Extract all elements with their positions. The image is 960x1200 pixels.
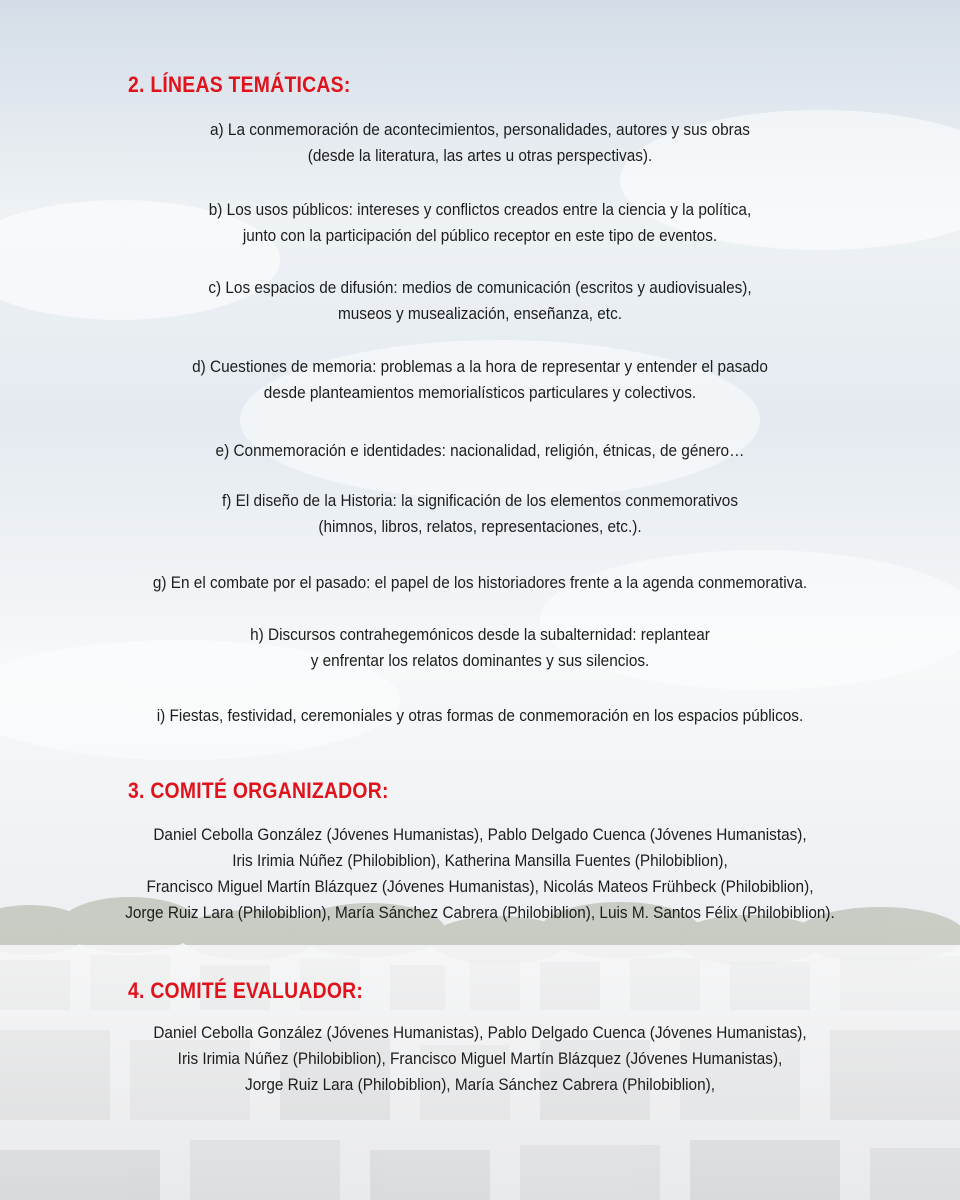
organizador-line: Iris Irimia Núñez (Philobiblion), Katherina Mansilla Fuentes (Philobiblion), [232,852,728,870]
lineas-item-e [71,438,889,464]
organizador-line: Francisco Miguel Martín Blázquez (Jóvenes Humanistas), Nicolás Mateos Frühbeck (Philobiblion), [146,878,814,896]
lineas-item-f [71,488,889,540]
lineas-item-line: a) La conmemoración de acontecimientos, personalidades, autores y sus obras [210,121,750,139]
evaluador-line: Jorge Ruiz Lara (Philobiblion), María Sánchez Cabrera (Philobiblion), [245,1076,715,1094]
organizador-line: Daniel Cebolla González (Jóvenes Humanistas), Pablo Delgado Cuenca (Jóvenes Humanistas), [153,826,807,844]
evaluador-line: Iris Irimia Núñez (Philobiblion), Francisco Miguel Martín Blázquez (Jóvenes Humanistas), [177,1050,783,1068]
lineas-item-b [71,197,889,249]
lineas-item-line: e) Conmemoración e identidades: nacionalidad, religión, étnicas, de género… [215,442,745,460]
organizador-line: Jorge Ruiz Lara (Philobiblion), María Sánchez Cabrera (Philobiblion), Luis M. Santos Félix (Philobiblion). [125,904,835,922]
lineas-item-line: (himnos, libros, relatos, representaciones, etc.). [318,518,642,536]
lineas-item-d [71,354,889,406]
lineas-item-i [71,703,889,729]
section-title-evaluador: 4. COMITÉ EVALUADOR: [128,978,364,1003]
lineas-item-a [71,117,889,169]
lineas-item-line: h) Discursos contrahegemónicos desde la subalternidad: replantear [250,626,710,644]
organizador-list [71,822,889,926]
lineas-item-line: g) En el combate por el pasado: el papel de los historiadores frente a la agenda conmemorativa. [152,574,808,592]
section-title-lineas: 2. LÍNEAS TEMÁTICAS: [128,72,351,97]
lineas-item-line: f) El diseño de la Historia: la significación de los elementos conmemorativos [221,492,739,510]
lineas-item-line: b) Los usos públicos: intereses y conflictos creados entre la ciencia y la política, [208,201,752,219]
lineas-item-line: (desde la literatura, las artes u otras perspectivas). [307,147,653,165]
lineas-item-line: i) Fiestas, festividad, ceremoniales y otras formas de conmemoración en los espacios públicos. [156,707,804,725]
evaluador-line: Daniel Cebolla González (Jóvenes Humanistas), Pablo Delgado Cuenca (Jóvenes Humanistas), [153,1024,807,1042]
lineas-item-c [71,275,889,327]
lineas-item-line: d) Cuestiones de memoria: problemas a la hora de representar y entender el pasado [192,358,768,376]
lineas-item-line: junto con la participación del público receptor en este tipo de eventos. [242,227,718,245]
lineas-item-h [71,622,889,674]
section-title-organizador: 3. COMITÉ ORGANIZADOR: [128,778,389,803]
lineas-item-line: museos y musealización, enseñanza, etc. [337,305,623,323]
lineas-item-g [71,570,889,596]
lineas-item-line: c) Los espacios de difusión: medios de comunicación (escritos y audiovisuales), [208,279,752,297]
lineas-item-line: desde planteamientos memorialísticos particulares y colectivos. [263,384,697,402]
evaluador-list [71,1020,889,1098]
lineas-item-line: y enfrentar los relatos dominantes y sus silencios. [310,652,650,670]
